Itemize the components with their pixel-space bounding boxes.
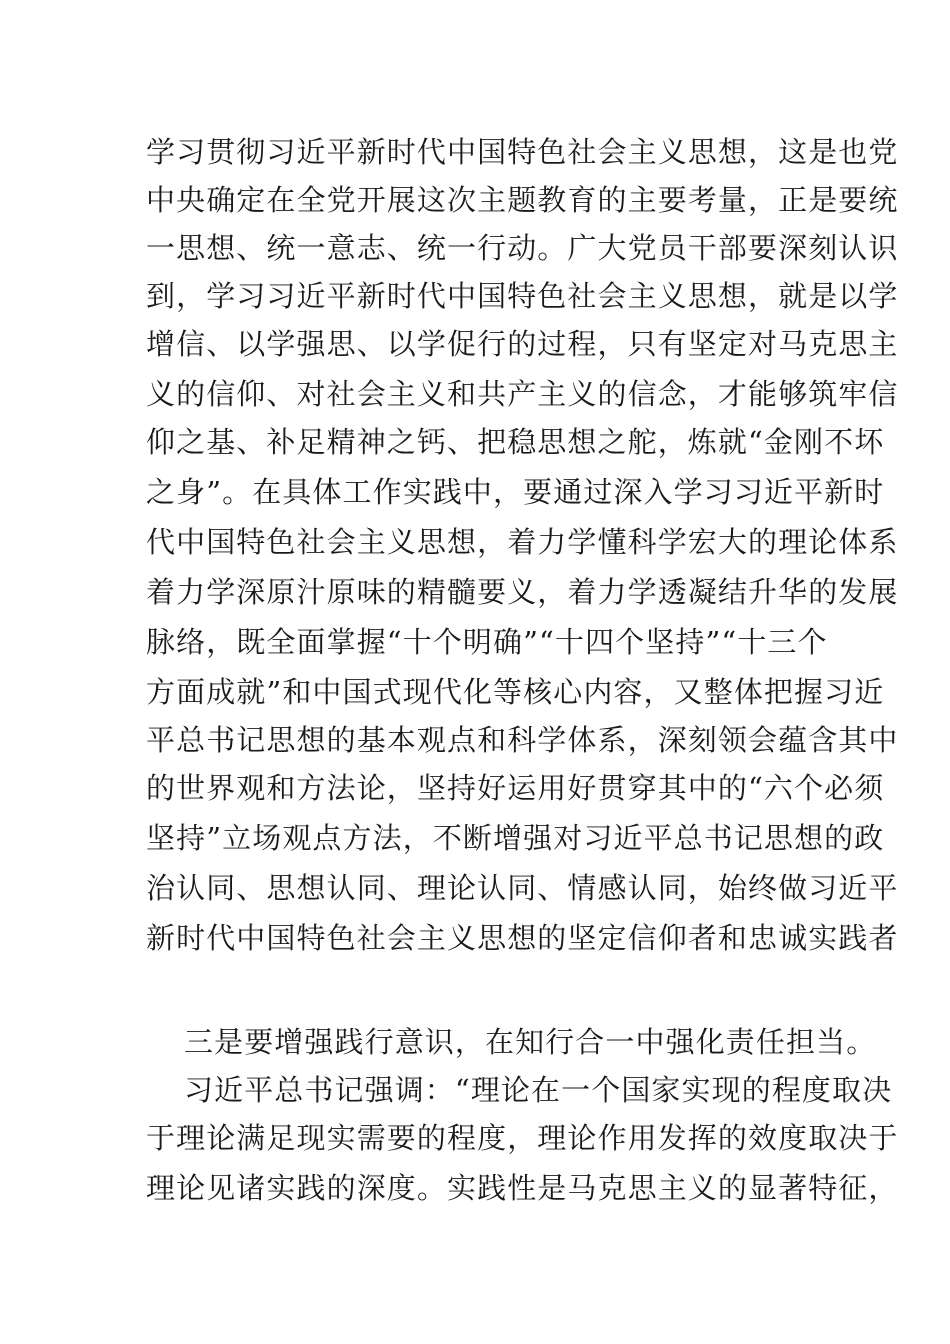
section-heading: 三是要增强践行意识，在知行合一中强化责任担当。 bbox=[184, 1025, 877, 1059]
paragraph-1-line-1: 学习贯彻习近平新时代中国特色社会主义思想，这是也党 bbox=[146, 135, 899, 169]
paragraph-1-line-16: 治认同、思想认同、理论认同、情感认同，始终做习近平 bbox=[146, 871, 899, 905]
paragraph-1-line-6: 义的信仰、对社会主义和共产主义的信念，才能够筑牢信 bbox=[146, 377, 899, 411]
paragraph-1-line-5: 增信、以学强思、以学促行的过程，只有坚定对马克思主 bbox=[146, 327, 899, 361]
paragraph-1-line-8: 之身”。在具体工作实践中，要通过深入学习习近平新时 bbox=[146, 475, 885, 509]
paragraph-1-line-15: 坚持”立场观点方法，不断增强对习近平总书记思想的政 bbox=[146, 821, 885, 855]
paragraph-1-line-9: 代中国特色社会主义思想，着力学懂科学宏大的理论体系 bbox=[146, 525, 899, 559]
paragraph-2-line-2: 于理论满足现实需要的程度，理论作用发挥的效度取决于 bbox=[146, 1121, 899, 1155]
paragraph-1-line-3: 一思想、统一意志、统一行动。广大党员干部要深刻认识 bbox=[146, 231, 899, 265]
paragraph-1-line-14: 的世界观和方法论，坚持好运用好贯穿其中的“六个必须 bbox=[146, 771, 885, 805]
paragraph-1-line-10: 着力学深原汁原味的精髓要义，着力学透凝结升华的发展 bbox=[146, 575, 899, 609]
paragraph-1-line-13: 平总书记思想的基本观点和科学体系，深刻领会蕴含其中 bbox=[146, 723, 899, 757]
paragraph-1-line-11: 脉络，既全面掌握“十个明确”“十四个坚持”“十三个 bbox=[146, 625, 828, 659]
paragraph-1-line-7: 仰之基、补足精神之钙、把稳思想之舵，炼就“金刚不坏 bbox=[146, 425, 885, 459]
paragraph-1-line-17: 新时代中国特色社会主义思想的坚定信仰者和忠诚实践者 bbox=[146, 921, 899, 955]
paragraph-1-line-4: 到，学习习近平新时代中国特色社会主义思想，就是以学 bbox=[146, 279, 899, 313]
paragraph-2-line-1: 习近平总书记强调：“理论在一个国家实现的程度取决 bbox=[184, 1073, 893, 1107]
paragraph-1-line-12: 方面成就”和中国式现代化等核心内容，又整体把握习近 bbox=[146, 675, 885, 709]
paragraph-2-line-3: 理论见诸实践的深度。实践性是马克思主义的显著特征， bbox=[146, 1171, 899, 1205]
paragraph-1-line-2: 中央确定在全党开展这次主题教育的主要考量，正是要统 bbox=[146, 183, 899, 217]
